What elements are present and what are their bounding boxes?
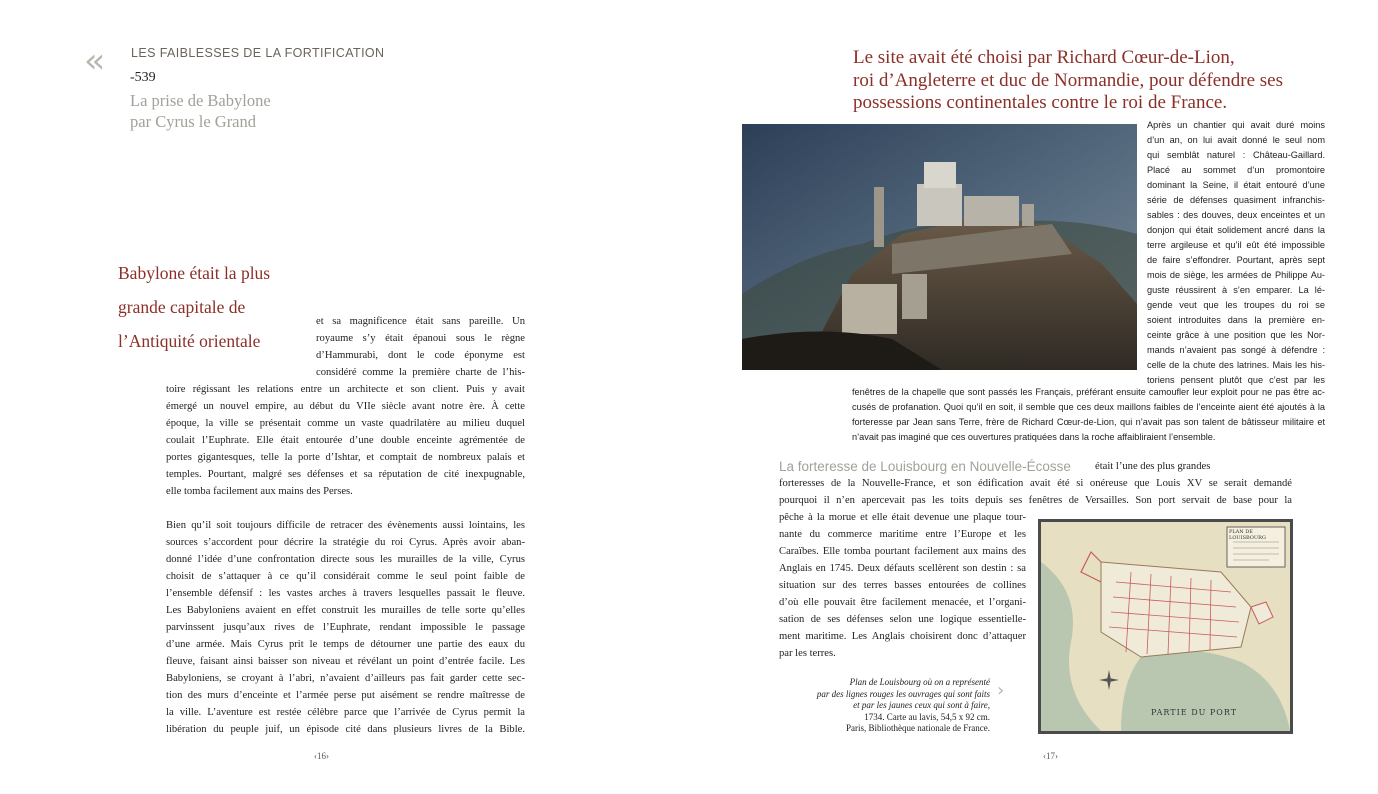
- section-title-line: par Cyrus le Grand: [130, 112, 257, 131]
- chateau-gaillard-photo: [742, 124, 1137, 370]
- text-line: Caraïbes. Elle tomba pourtant facilement aux mains des: [779, 546, 1026, 557]
- text-line: émergé un nouvel empire, au début du VIIe siècle avant notre ère. À cette: [166, 401, 525, 412]
- pull-quote-line: l’Antiquité orientale: [118, 331, 261, 351]
- double-chevron-left-icon: ‹‹: [84, 41, 100, 81]
- text-line: série de défenses quasiment infranchis-: [1147, 195, 1325, 205]
- caption-line: et par les jaunes ceux qui sont à faire,: [853, 700, 990, 710]
- text-line: toire régissant les relations entre un architecte et son client. Puis y avait: [166, 384, 525, 395]
- text-line: fenêtres de la chapelle que sont passés les Français, préférant ensuite camoufler leur exploit pour ne pas être ac-: [852, 387, 1325, 397]
- section-title-line: La prise de Babylone: [130, 91, 271, 110]
- text-line: qui semblât naturel : Château-Gaillard.: [1147, 150, 1325, 160]
- caption-line: 1734. Carte au lavis, 54,5 x 92 cm.: [864, 711, 990, 722]
- caption-line: Paris, Bibliothèque nationale de France.: [846, 723, 990, 733]
- text-line: donjon qui était solidement ancré dans la: [1147, 225, 1325, 235]
- chapter-title: LES FAIBLESSES DE LA FORTIFICATION: [131, 46, 385, 60]
- intro-quote-line: Le site avait été choisi par Richard Cœur-de-Lion,: [853, 47, 1235, 68]
- text-line: forteresse par Jean sans Terre, frère de Richard Cœur-de-Lion, qui n’avait pas son talent de bâtisseur militaire et: [852, 417, 1325, 427]
- pull-quote-line: Babylone était la plus: [118, 263, 271, 283]
- page-number-left: ‹16›: [314, 751, 329, 761]
- intro-quote: [853, 47, 1283, 115]
- text-line: guste réussirent à s’en emparer. La lé-: [1147, 285, 1325, 295]
- text-line: toriens pensent plutôt que c’est par les: [1147, 375, 1325, 385]
- text-line: libération du peuple juif, un épisode cité dans plusieurs livres de la Bible.: [166, 724, 525, 735]
- text-line: forteresses de la Nouvelle-France, et son édification avait été si onéreuse que Louis XV se serait demandé: [779, 478, 1292, 489]
- text-line: époque, la ville se présentait comme un vaste quadrilatère au milieu duquel: [166, 418, 525, 429]
- text-line: Les Babyloniens avaient en effet construit les murailles de telle sorte qu’elles: [166, 605, 525, 616]
- text-line: et sa magnificence était sans pareille. Un: [316, 316, 525, 327]
- text-line: royaume s’y était épanoui sous le règne: [316, 333, 525, 344]
- map-port-label: PARTIE DU PORT: [1151, 708, 1238, 717]
- text-line: n’avait pas imaginé que ces ouvertures pratiquées dans la roche affaibliraient l’ensemble.: [852, 432, 1216, 442]
- louisbourg-map: [1038, 519, 1293, 734]
- text-line: elle tomba facilement aux mains des Perses.: [166, 486, 353, 497]
- text-line: ment maritime. Les Anglais choisirent donc d’attaquer: [779, 631, 1026, 642]
- pull-quote: [118, 256, 270, 358]
- text-line: cusés de profanation. Quoi qu’il en soit, il semble que ces deux maillons faibles de l’enceinte aient été ajoutés à la: [852, 402, 1325, 412]
- text-line: portes gigantesques, telle la porte d’Ishtar, et comptait de nombreux palais et: [166, 452, 525, 463]
- text-line: sation de ses défenses selon une logique essentielle-: [779, 614, 1026, 625]
- text-line: soient introduites dans la première en-: [1147, 315, 1325, 325]
- text-line: Placé au sommet d’un promontoire: [1147, 165, 1325, 175]
- text-line: d’où elle pouvait être facilement menacée, et l’organi-: [779, 597, 1026, 608]
- text-line: donné l’idée d’une confrontation directe sous les murailles de la ville, Cyrus: [166, 554, 525, 565]
- map-caption: [780, 677, 990, 735]
- pull-quote-line: grande capitale de: [118, 297, 246, 317]
- text-line: Bien qu’il soit toujours difficile de retracer des évènements aussi lointains, les: [166, 520, 525, 531]
- intro-quote-line: possessions continentales contre le roi de France.: [853, 92, 1228, 113]
- text-line: Babyloniens, se croyant à l’abri, n’avaient d’ailleurs pas fait garder cette sec-: [166, 673, 525, 684]
- text-line: l’ensemble défensif : les vastes arches à travers lesquelles passait le fleuve.: [166, 588, 525, 599]
- text-line: considéré comme la première charte de l’his-: [316, 367, 525, 378]
- page-number-right: ‹17›: [1043, 751, 1058, 761]
- text-line: par les terres.: [779, 648, 836, 659]
- map-title: PLAN DE LOUISBOURG: [1229, 529, 1266, 541]
- text-line: choisit de s’attaquer à ce qu’il considérait comme le seul point faible de: [166, 571, 525, 582]
- text-line: terre argileuse et qu’il eût été impossible: [1147, 240, 1325, 250]
- chevron-right-icon: ›: [997, 680, 1005, 701]
- text-line: d’un an, on lui avait donné le seul nom: [1147, 135, 1325, 145]
- text-line: nante du commerce maritime entre l’Europe et les: [779, 529, 1026, 540]
- text-line: gende veut que les troupes du roi se: [1147, 300, 1325, 310]
- text-line: tion des murs d’enceinte et l’armée perse put aisément se rendre maîtresse de: [166, 690, 525, 701]
- text-line: la ville. L’aventure est restée célèbre parce que l’arrivée de Cyrus permit la: [166, 707, 525, 718]
- text-line: était l’une des plus grandes: [1095, 461, 1211, 472]
- text-line: Anglais en 1745. Deux défauts scellèrent son destin : sa: [779, 563, 1026, 574]
- text-line: ceinte grâce à une position que les Nor-: [1147, 330, 1325, 340]
- section-title: [130, 90, 271, 132]
- intro-quote-line: roi d’Angleterre et duc de Normandie, pour défendre ses: [853, 69, 1283, 91]
- text-line: sources s’accordent pour décrire la stratégie du roi Cyrus. Après avoir aban-: [166, 537, 525, 548]
- text-line: situation sur des terres basses entourées de collines: [779, 580, 1026, 591]
- text-line: d’une armée. Mais Cyrus prit le temps de détourner une partie des eaux du: [166, 639, 525, 650]
- text-line: de faire s’effondrer. Pourtant, après sept: [1147, 255, 1325, 265]
- caption-line: par des lignes rouges les ouvrages qui sont faits: [816, 688, 990, 699]
- text-line: Après un chantier qui avait duré moins: [1147, 120, 1325, 130]
- caption-line: Plan de Louisbourg où on a représenté: [849, 677, 990, 687]
- text-line: pêche à la morue et elle était devenue une plaque tour-: [779, 512, 1026, 523]
- text-line: mands n’avaient pas songé à défendre :: [1147, 345, 1325, 355]
- text-line: mois de siège, les armées de Philippe Au-: [1147, 270, 1325, 280]
- text-line: parvinssent jusqu’aux rives de l’Euphrate, rendant impossible le passage: [166, 622, 525, 633]
- text-line: pourquoi il n’en apercevait pas les toits depuis ses fenêtres de Versailles. Son port servait de base pour la: [779, 495, 1292, 506]
- louisbourg-heading: La forteresse de Louisbourg en Nouvelle-Écosse: [779, 459, 1071, 474]
- text-line: sables : des douves, deux enceintes et un: [1147, 210, 1325, 220]
- event-year: -539: [130, 70, 156, 85]
- text-line: dominant la Seine, il était entouré d’une: [1147, 180, 1325, 190]
- text-line: coulait l’Euphrate. Elle était entourée d’une double enceinte agrémentée de: [166, 435, 525, 446]
- text-line: d’Hammurabi, dont le code éponyme est: [316, 350, 525, 361]
- text-line: celle de la chute des latrines. Mais les his-: [1147, 360, 1325, 370]
- text-line: temples. Pourtant, malgré ses défenses et sa réputation de cité inexpugnable,: [166, 469, 525, 480]
- text-line: fleuve, faisant ainsi baisser son niveau et révélant un point d’entrée facile. Les: [166, 656, 525, 667]
